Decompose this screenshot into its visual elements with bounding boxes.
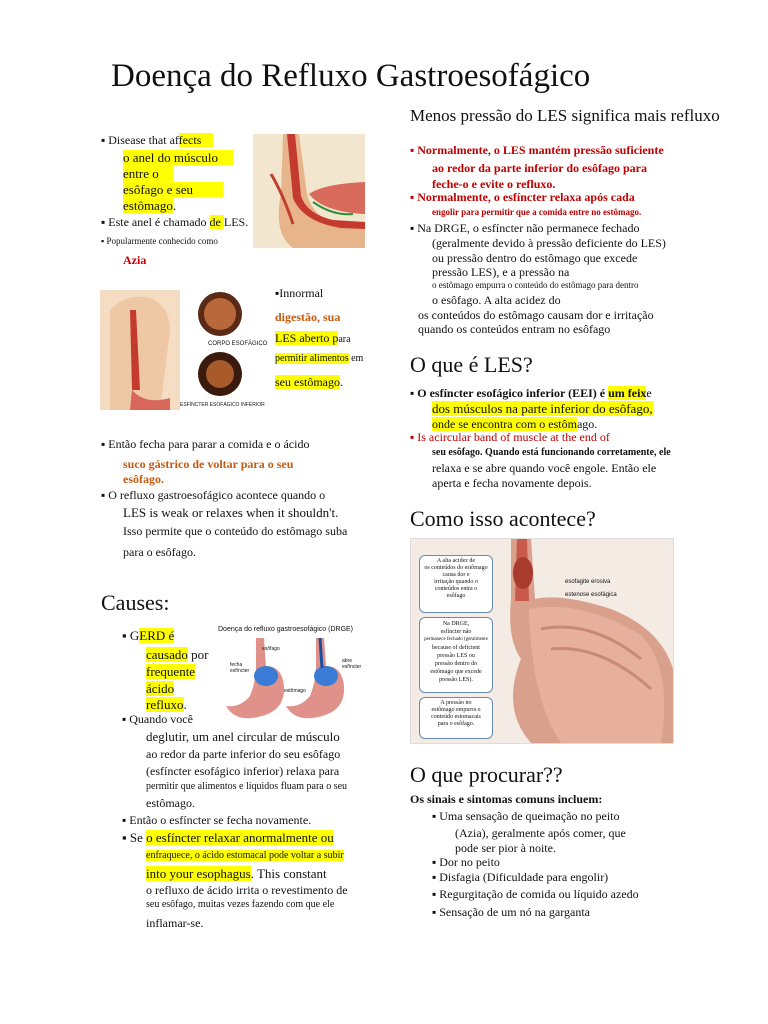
reflux-line: para o esôfago. [123,545,196,559]
gerd-figure-title: Doença do refluxo gastroesofágico (DRGE) [218,626,354,633]
causes-line: frequente [146,664,196,679]
causes-line: inflamar-se. [146,916,204,930]
gerd-line: pressão LES), e a pressão na [432,265,570,279]
pressure-heading: Menos pressão do LES significa mais refluxo [410,106,720,125]
normal-line: feche-o e evite o refluxo. [432,177,556,191]
gerd-label: esôfago [262,646,280,652]
fig2-bullet: ▪Innormal [275,286,324,300]
how-heading: Como isso acontece? [410,506,596,531]
causes-line: ▪ GERD é [122,628,175,643]
causes-line: permitir que alimentos e líquidos fluam para o seu [146,781,348,792]
gerd-label: fecha esfíncter [230,662,250,674]
callout-box-2: Na DRGE, esfíncter não permanece fechado (geralmente because of deficient pressão LES ou pressão dentro do estômago que excede pressão LES). [419,617,493,693]
gerd-figure [212,626,372,726]
close-line: esôfago. [123,472,164,486]
callout-box-3: A pressão no estômago empurra o conteúdo estomacais para o esôfago. [419,697,493,739]
how-illustration [410,538,674,744]
les-line: relaxa e se abre quando você engole. Então ele [432,461,657,475]
normal-line: ao redor da parte inferior do esôfago para [432,161,647,175]
intro-line: esôfago e seu [123,182,223,197]
symptom-item: ▪ Regurgitação de comida ou líquido azedo [432,887,639,901]
causes-line: estômago. [146,796,195,810]
causes-line: deglutir, um anel circular de músculo [146,729,340,744]
normal-bullet: ▪ Normalmente, o esfíncter relaxa após cada [410,190,635,204]
normal-line: engolir para permitir que a comida entre no estômago. [432,207,642,217]
les-line: onde se encontra com o estômago. [432,417,598,431]
gerd-line: o esôfago. A alta acidez do [432,293,561,307]
les-line: ▪ O esfíncter esofágico inferior (EEI) é um feixe [410,386,652,400]
causes-line: seu esôfago, muitas vezes fazendo com que ele [146,899,335,910]
esophagus-illustration [253,134,365,248]
anatomy-figure [100,290,270,410]
intro-bullet-1: ▪ Disease that affects [101,133,213,148]
gerd-line: (geralmente devido à pressão deficiente do LES) [432,236,666,250]
look-subheading: Os sinais e sintomas comuns incluem: [410,792,603,806]
figure-caption: ESFÍNCTER ESOFÁGICO INFERIOR [180,402,265,408]
normal-bullet: ▪ Normalmente, o LES mantém pressão suficiente [410,143,664,157]
gerd-line: o estômago empurra o conteúdo do estômago para dentro [432,280,639,290]
gerd-line: os conteúdos do estômago causam dor e irritação [418,308,654,322]
causes-heading: Causes: [101,590,170,615]
symptom-item: ▪ Dor no peito [432,855,500,869]
reflux-line: LES is weak or relaxes when it shouldn't. [123,505,339,520]
callout-box-1: A alta acidez de os conteúdos do estômago causa dor e irritação quando o conteúdos entra o esôfago [419,555,493,613]
causes-line: enfraquece, o ácido estomacal pode voltar a subir [146,850,344,861]
fig2-line: permitir alimentos em [275,353,364,364]
les-line: dos músculos na parte inferior do esôfago, [432,401,653,416]
intro-line: estômago. [123,198,177,213]
how-label: estenose esofágica [565,592,617,598]
intro-line: entre o [123,166,173,181]
intro-bullet-2: ▪ Este anel é chamado de LES. [101,215,249,229]
gerd-bullet: ▪ Na DRGE, o esfíncter não permanece fechado [410,221,640,235]
causes-line: ▪ Quando você [122,712,193,726]
causes-line: ao redor da parte inferior do seu esôfago [146,747,341,761]
azia-term: Azia [123,253,147,267]
causes-line: into your esophagus. This constant [146,866,327,881]
gerd-line: quando os conteúdos entram no esôfago [418,322,611,336]
figure-caption: CORPO ESOFÁGICO [208,341,268,347]
symptom-item: ▪ Disfagia (Dificuldade para engolir) [432,870,609,884]
les-heading: O que é LES? [410,352,533,377]
intro-line: o anel do músculo [123,150,233,165]
causes-line: ▪ Então o esfíncter se fecha novamente. [122,813,312,827]
fig2-line: seu estômago. [275,375,343,389]
symptom-line: pode ser pior à noite. [455,841,556,855]
close-line: suco gástrico de voltar para o seu [123,457,294,471]
fig2-line: digestão, sua [275,310,341,324]
reflux-bullet: ▪ O refluxo gastroesofágico acontece quando o [101,488,326,502]
causes-line: (esfíncter esofágico inferior) relaxa para [146,764,340,778]
causes-line: refluxo. [146,697,187,712]
symptom-line: (Azia), geralmente após comer, que [455,826,626,840]
les-line: ▪ Is acircular band of muscle at the end of [410,430,610,444]
causes-line: ácido [146,681,175,696]
gerd-label: abre esfíncter [342,658,362,670]
how-label: esofagite erosiva [565,579,611,585]
causes-line: causado por [146,647,209,662]
les-line: aperta e fecha novamente depois. [432,476,592,490]
causes-line: ▪ Se o esfíncter relaxar anormalmente ou [122,830,334,845]
symptom-item: ▪ Uma sensação de queimação no peito [432,809,620,823]
page-title: Doença do Refluxo Gastroesofágico [111,58,591,94]
close-bullet: ▪ Então fecha para parar a comida e o ácido [101,437,310,451]
symptom-item: ▪ Sensação de um nó na garganta [432,905,590,919]
gerd-label: estômago [284,688,306,694]
fig2-line: LES aberto para [275,331,351,345]
look-heading: O que procurar?? [410,762,563,787]
les-line: seu esôfago. Quando está funcionando corretamente, ele [432,447,671,458]
gerd-line: ou pressão dentro do estômago que excede [432,251,638,265]
causes-line: o refluxo de ácido irrita o revestimento de [146,883,348,897]
intro-bullet-3: ▪ Popularmente conhecido como [101,236,218,246]
reflux-line: Isso permite que o conteúdo do estômago suba [123,524,348,538]
